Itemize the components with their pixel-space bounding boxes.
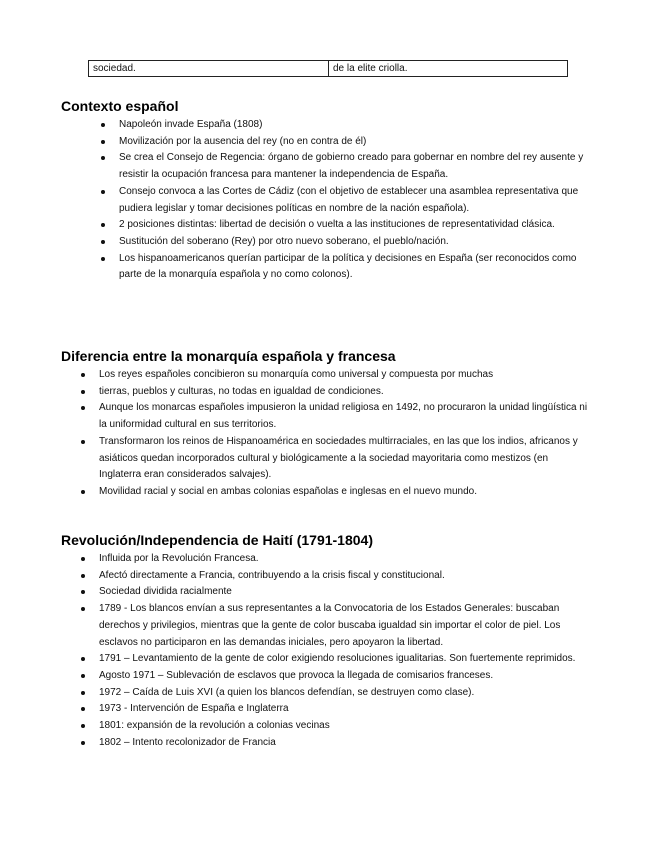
list-item-text: 1789 - Los blancos envían a sus representantes a la Convocatoria de los Estados Generales: buscaban derechos y privilegios, mientras que la gente de color buscaba igualdad sin importar el color de piel. Los esclavos no participaron en las demandas iniciales, pero apoyaron la libertad. — [99, 603, 561, 648]
list-item-text: Se crea el Consejo de Regencia: órgano de gobierno creado para gobernar en nombre del rey ausente y resistir la ocupación francesa para mantener la independencia de España. — [119, 152, 584, 181]
list-item — [0, 601, 655, 651]
section-revolucion-haiti — [0, 531, 655, 751]
bullet-icon — [81, 724, 85, 728]
section-heading: Revolución/Independencia de Haití (1791-1804) — [61, 532, 373, 548]
bullet-icon — [81, 607, 85, 611]
list-item-text: 1972 – Caída de Luis XVI (a quien los blancos defendían, se destruyen como clase). — [99, 686, 475, 698]
bullet-icon — [81, 440, 85, 444]
section-heading: Diferencia entre la monarquía española y francesa — [61, 348, 396, 364]
bullet-icon — [101, 257, 105, 261]
list-item-text: Napoleón invade España (1808) — [119, 119, 263, 130]
list-item-text: Transformaron los reinos de Hispanoamérica en sociedades multirraciales, en las que los indios, africanos y asiáticos quedan incorporados cultural y biológicamente a la sociedad mayoritaria como mestizos (en Inglaterra eran considerados salvajes). — [99, 435, 578, 481]
list-item-text: 2 posiciones distintas: libertad de decisión o vuelta a las instituciones de representatividad clásica. — [119, 219, 555, 231]
list-item — [0, 150, 655, 183]
bullet-icon — [81, 406, 85, 410]
list-item — [0, 701, 655, 718]
bullet-list — [0, 117, 655, 284]
summary-table-row — [88, 60, 568, 77]
list-item — [0, 367, 655, 384]
list-item-text: 1802 – Intento recolonizador de Francia — [99, 736, 276, 748]
list-item-text: Agosto 1971 – Sublevación de esclavos que provoca la llegada de comisarios franceses. — [99, 669, 494, 681]
list-item — [0, 735, 655, 752]
list-item-text: Movilización por la ausencia del rey (no en contra de él) — [119, 135, 367, 147]
list-item-text: Sustitución del soberano (Rey) por otro nuevo soberano, el pueblo/nación. — [119, 235, 449, 247]
list-item — [0, 134, 655, 151]
bullet-list — [0, 367, 655, 501]
table-cell: sociedad. — [89, 61, 329, 76]
list-item — [0, 434, 655, 484]
list-item — [0, 484, 655, 501]
bullet-icon — [81, 390, 85, 394]
list-item — [0, 651, 655, 668]
bullet-icon — [101, 240, 105, 244]
list-item — [0, 685, 655, 702]
list-item-text: Los reyes españoles concibieron su monarquía como universal y compuesta por muchas — [99, 369, 494, 380]
list-item — [0, 668, 655, 685]
list-item — [0, 400, 655, 433]
list-item-text: Consejo convoca a las Cortes de Cádiz (con el objetivo de establecer una asamblea representativa que pudiera legislar y tomar decisiones políticas en nombre de la nación española). — [119, 185, 579, 214]
bullet-icon — [81, 691, 85, 695]
bullet-icon — [81, 590, 85, 594]
list-item-text: 1791 – Levantamiento de la gente de color exigiendo resoluciones igualitarias. Son fuertemente reprimidos. — [99, 653, 576, 665]
bullet-icon — [81, 373, 85, 377]
section-diferencia-monarquia — [0, 347, 655, 501]
bullet-icon — [81, 557, 85, 561]
list-item — [0, 117, 655, 134]
bullet-icon — [101, 140, 105, 144]
bullet-icon — [101, 156, 105, 160]
bullet-icon — [101, 123, 105, 127]
list-item-text: Los hispanoamericanos querían participar de la política y decisiones en España (ser reconocidos como parte de la monarquía española y no como colonos). — [119, 252, 577, 281]
list-item — [0, 184, 655, 217]
bullet-icon — [101, 223, 105, 227]
bullet-list — [0, 551, 655, 751]
bullet-icon — [81, 707, 85, 711]
list-item — [0, 718, 655, 735]
bullet-icon — [81, 574, 85, 578]
list-item-text: Influida por la Revolución Francesa. — [99, 553, 259, 564]
bullet-icon — [81, 490, 85, 494]
table-cell: de la elite criolla. — [333, 63, 408, 74]
bullet-icon — [81, 674, 85, 678]
list-item-text: 1973 - Intervención de España e Inglaterra — [99, 703, 289, 715]
section-heading: Contexto español — [61, 98, 179, 114]
bullet-icon — [81, 657, 85, 661]
list-item — [0, 251, 655, 284]
list-item-text: 1801: expansión de la revolución a colonias vecinas — [99, 720, 330, 732]
list-item — [0, 217, 655, 234]
list-item-text: Afectó directamente a Francia, contribuyendo a la crisis fiscal y constitucional. — [99, 569, 445, 581]
list-item — [0, 551, 655, 568]
list-item-text: Movilidad racial y social en ambas colonias españolas e inglesas en el nuevo mundo. — [99, 485, 477, 497]
list-item-text: Aunque los monarcas españoles impusieron la unidad religiosa en 1492, no procuraron la unidad lingüística ni la uniformidad cultural en sus territorios. — [99, 402, 588, 431]
list-item — [0, 568, 655, 585]
list-item-text: Sociedad dividida racialmente — [99, 586, 232, 598]
bullet-icon — [81, 741, 85, 745]
section-contexto-espanol — [0, 97, 655, 284]
bullet-icon — [101, 190, 105, 194]
list-item — [0, 234, 655, 251]
list-item-text: tierras, pueblos y culturas, no todas en igualdad de condiciones. — [99, 385, 384, 397]
list-item — [0, 384, 655, 401]
list-item — [0, 584, 655, 601]
